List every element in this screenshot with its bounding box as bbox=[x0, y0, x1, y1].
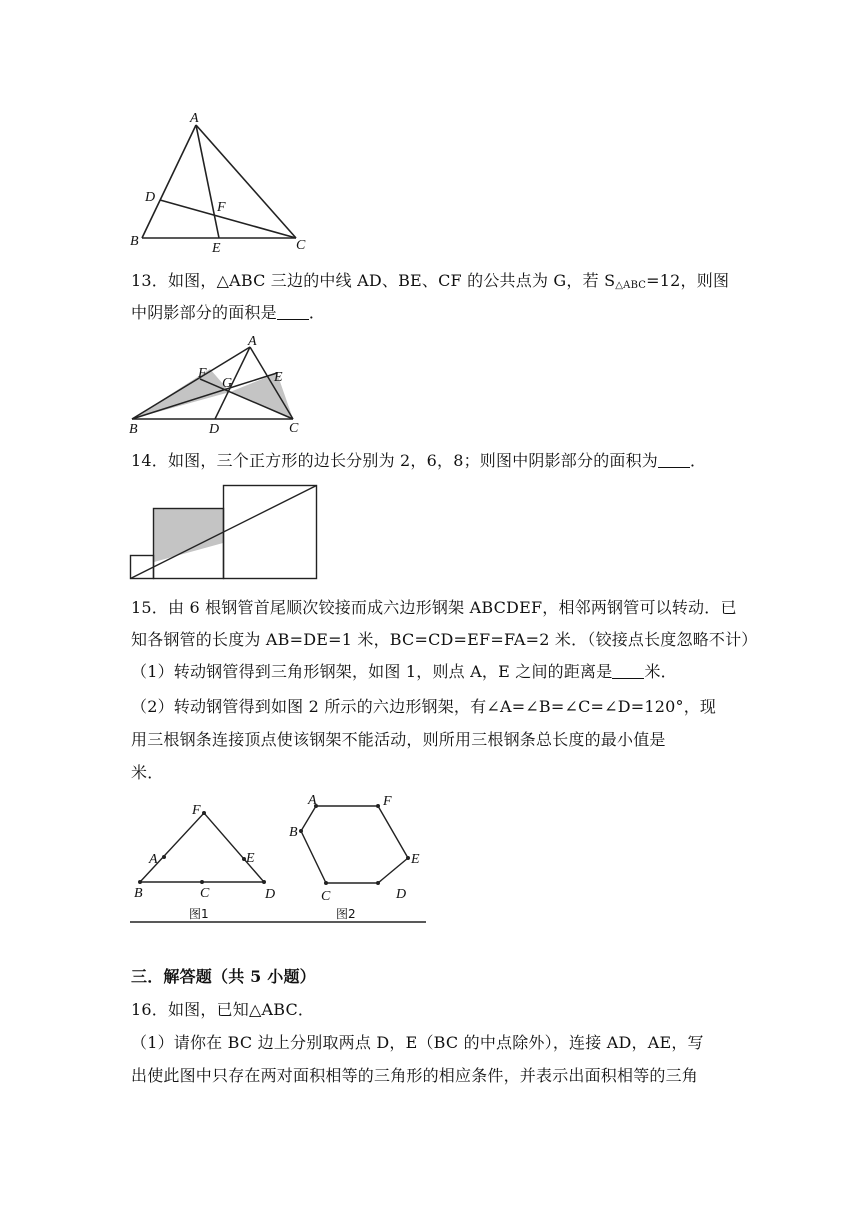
unit-text: 米． bbox=[644, 662, 677, 681]
question-15-part-1 bbox=[131, 662, 731, 682]
punctuation: ． bbox=[690, 451, 707, 470]
label-c: C bbox=[289, 421, 299, 435]
fig1-caption: 图1 bbox=[189, 907, 209, 921]
fig1-label-c: C bbox=[200, 886, 210, 901]
fig1-label-d: D bbox=[265, 887, 276, 902]
question-text: 如图，△ABC 三边的中线 AD、BE、CF 的公共点为 G，若 S bbox=[167, 271, 616, 290]
fig1-label-e: E bbox=[246, 851, 255, 866]
fig2-label-a: A bbox=[308, 793, 317, 808]
fig1-label-a: A bbox=[149, 852, 158, 867]
question-15-line-2: 知各钢管的长度为 AB=DE=1 米，BC=CD=EF=FA=2 米．（铰接点长度忽略不计） bbox=[131, 630, 758, 649]
question-15-part-2-line-1: （2）转动钢管得到如图 2 所示的六边形钢架，有∠A=∠B=∠C=∠D=120°，现 bbox=[131, 697, 717, 716]
label-b: B bbox=[130, 234, 139, 249]
question-15-part-2-line-3: 米． bbox=[131, 763, 164, 782]
label-g: G bbox=[222, 376, 233, 391]
fig2-label-d: D bbox=[396, 887, 407, 902]
question-16-part-1-line-2: 出使此图中只存在两对面积相等的三角形的相应条件，并表示出面积相等的三角 bbox=[131, 1066, 699, 1085]
label-e: E bbox=[274, 370, 283, 385]
three-squares-figure bbox=[129, 484, 319, 580]
fig2-caption: 图2 bbox=[336, 907, 356, 921]
question-text-cont: =12，则图 bbox=[646, 271, 730, 290]
fig2-label-f: F bbox=[383, 794, 392, 809]
question-text: （1）转动钢管得到三角形钢架，如图 1，则点 A，E 之间的距离是 bbox=[131, 662, 613, 681]
answer-blank bbox=[658, 452, 690, 468]
question-13-line-2 bbox=[131, 303, 731, 323]
label-b: B bbox=[129, 422, 138, 435]
fig1-label-f: F bbox=[192, 803, 201, 818]
subscript: △ABC bbox=[615, 280, 647, 291]
label-a: A bbox=[190, 111, 199, 126]
fig2-label-b: B bbox=[289, 825, 298, 840]
label-f: F bbox=[198, 366, 207, 381]
label-e: E bbox=[212, 241, 221, 256]
label-d: D bbox=[145, 190, 156, 205]
question-13-line-1 bbox=[131, 271, 731, 296]
triangle-figure-abc bbox=[128, 106, 308, 256]
answer-blank bbox=[612, 663, 644, 679]
label-a: A bbox=[248, 334, 257, 349]
question-text: 中阴影部分的面积是 bbox=[131, 303, 277, 322]
label-f: F bbox=[217, 200, 226, 215]
punctuation: ． bbox=[308, 303, 326, 322]
fig1-label-b: B bbox=[134, 886, 143, 901]
fig2-label-e: E bbox=[411, 852, 420, 867]
question-number: 13． bbox=[131, 271, 168, 290]
fig2-label-c: C bbox=[321, 889, 331, 904]
section-heading: 三．解答题（共 5 小题） bbox=[131, 967, 316, 986]
answer-blank bbox=[277, 304, 309, 320]
label-d: D bbox=[209, 422, 220, 435]
question-text: 如图，三个正方形的边长分别为 2，6，8；则图中阴影部分的面积为 bbox=[167, 451, 658, 470]
question-number: 14． bbox=[131, 451, 168, 470]
question-16: 16．如图，已知△ABC． bbox=[131, 1000, 315, 1019]
question-15-part-2-line-2: 用三根钢条连接顶点使该钢架不能活动，则所用三根钢条总长度的最小值是 bbox=[131, 730, 666, 749]
median-triangle-figure bbox=[128, 333, 308, 435]
question-15-line-1: 15．由 6 根钢管首尾顺次铰接而成六边形钢架 ABCDEF，相邻两钢管可以转动．已 bbox=[131, 598, 737, 617]
label-c: C bbox=[296, 238, 306, 253]
question-16-part-1-line-1: （1）请你在 BC 边上分别取两点 D，E（BC 的中点除外），连接 AD，AE，写 bbox=[131, 1033, 704, 1052]
question-14 bbox=[131, 451, 731, 471]
steel-frame-figures bbox=[128, 792, 428, 926]
